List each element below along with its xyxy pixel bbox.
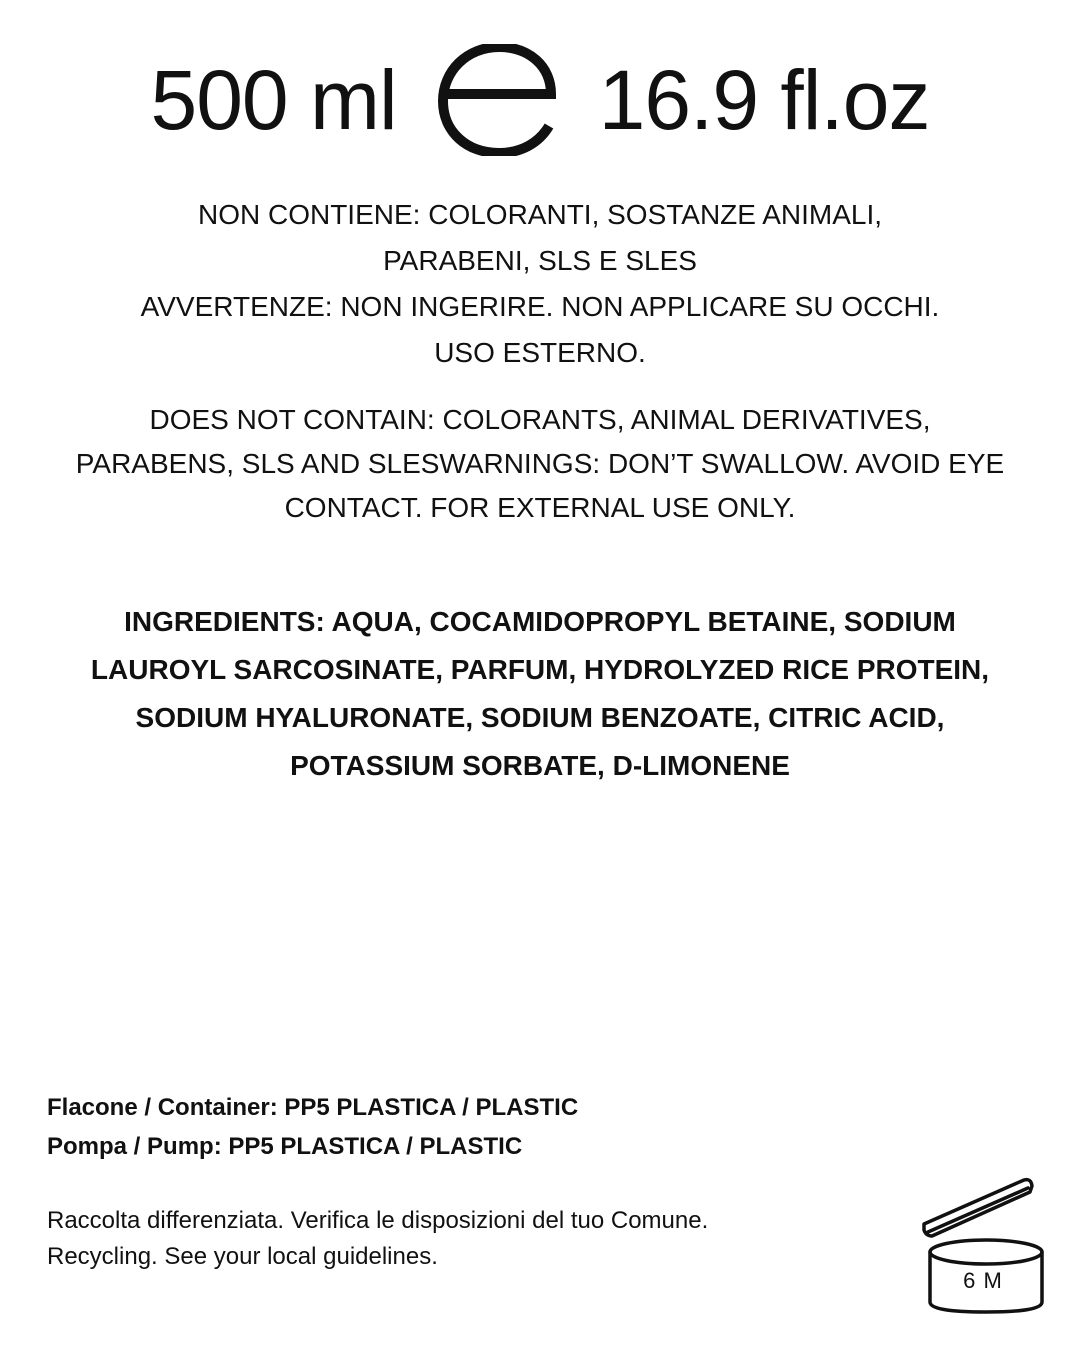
- packaging-materials: [47, 1088, 578, 1166]
- english-line: DOES NOT CONTAIN: COLORANTS, ANIMAL DERIVATIVES,: [149, 404, 931, 435]
- english-line: CONTACT. FOR EXTERNAL USE ONLY.: [284, 492, 796, 523]
- italian-line: USO ESTERNO.: [434, 337, 646, 368]
- italian-line: PARABENI, SLS E SLES: [383, 245, 697, 276]
- ingredients-list: [0, 598, 1080, 790]
- container-material: Flacone / Container: PP5 PLASTICA / PLASTIC: [47, 1094, 579, 1121]
- english-line: PARABENS, SLS AND SLESWARNINGS: DON’T SWALLOW. AVOID EYE: [75, 448, 1005, 479]
- recycling-line-it: Raccolta differenziata. Verifica le disposizioni del tuo Comune.: [47, 1207, 709, 1234]
- recycling-line-en: Recycling. See your local guidelines.: [47, 1243, 438, 1270]
- ingredients-line: LAUROYL SARCOSINATE, PARFUM, HYDROLYZED RICE PROTEIN,: [90, 654, 990, 685]
- estimated-e-mark-icon: [437, 44, 557, 156]
- recycling-info: [47, 1203, 708, 1275]
- volume-metric: 500 ml: [150, 52, 397, 147]
- period-after-opening: [918, 1172, 1048, 1322]
- ingredients-line: INGREDIENTS: AQUA, COCAMIDOPROPYL BETAINE, SODIUM: [124, 606, 956, 637]
- volume-imperial: 16.9 fl.oz: [598, 52, 930, 147]
- volume-header: [0, 40, 1080, 160]
- italian-line: AVVERTENZE: NON INGERIRE. NON APPLICARE SU OCCHI.: [140, 291, 940, 322]
- ingredients-line: SODIUM HYALURONATE, SODIUM BENZOATE, CITRIC ACID,: [135, 702, 945, 733]
- open-jar-icon: [918, 1172, 1048, 1322]
- ingredients-line: POTASSIUM SORBATE, D-LIMONENE: [290, 750, 790, 781]
- italian-notice: [0, 192, 1080, 376]
- english-notice: [0, 398, 1080, 530]
- pao-label: 6 M: [963, 1268, 1003, 1293]
- italian-line: NON CONTIENE: COLORANTI, SOSTANZE ANIMALI,: [197, 199, 883, 230]
- pump-material: Pompa / Pump: PP5 PLASTICA / PLASTIC: [47, 1133, 523, 1160]
